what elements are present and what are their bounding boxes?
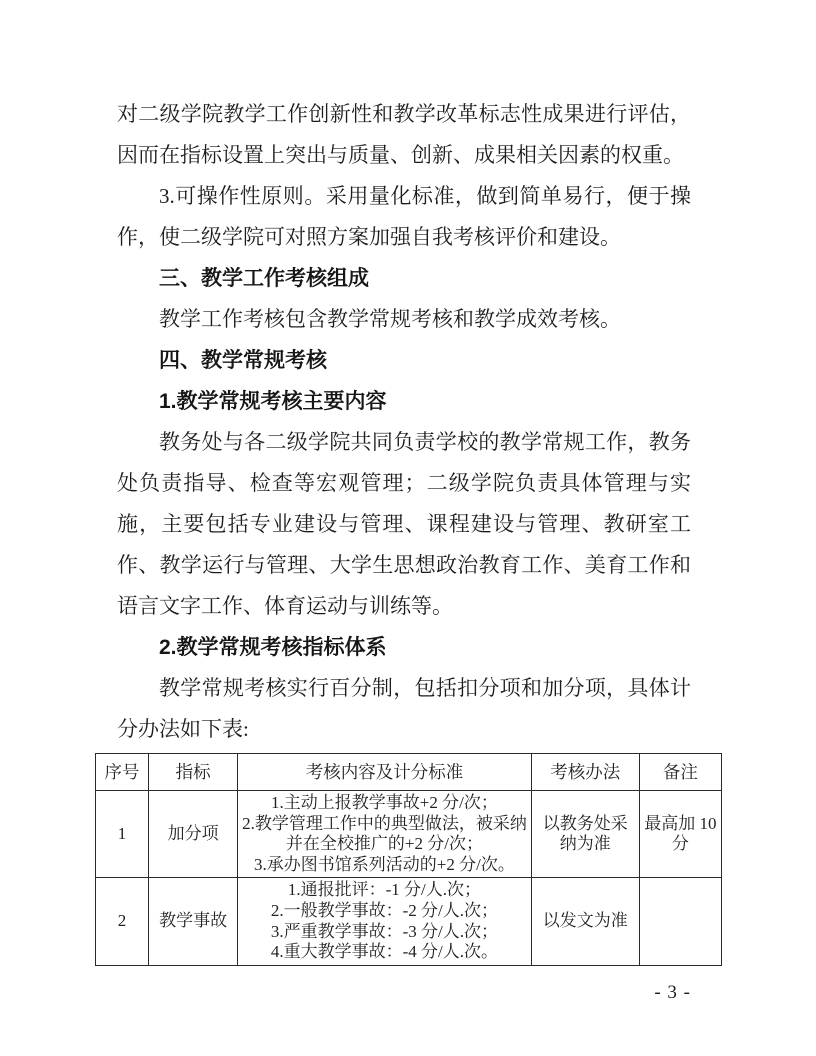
header-cell-method: 考核办法 — [531, 754, 639, 791]
criteria-item: 4.重大教学事故：-4 分/人.次。 — [270, 942, 499, 962]
cell-no: 1 — [96, 791, 149, 878]
page-footer — [95, 982, 721, 1004]
header-cell-no: 序号 — [96, 754, 149, 791]
criteria-item: 2.一般教学事故：-2 分/人.次； — [270, 900, 499, 920]
section-heading-3: 三、教学工作考核组成 — [159, 267, 369, 290]
cell-method: 以发文为准 — [531, 878, 639, 965]
document-body — [117, 94, 691, 750]
cell-indicator: 教学事故 — [149, 878, 238, 965]
cell-criteria — [238, 791, 531, 878]
cell-indicator: 加分项 — [149, 791, 238, 878]
cell-method: 以教务处采纳为准 — [531, 791, 639, 878]
section-heading-4: 四、教学常规考核 — [159, 349, 327, 372]
criteria-item: 1.主动上报教学事故+2 分/次； — [271, 793, 498, 812]
cell-note: 最高加 10 分 — [639, 791, 721, 878]
criteria-item: 1.通报批评：-1 分/人.次； — [287, 880, 482, 900]
criteria-item: 3.严重教学事故：-3 分/人.次； — [270, 921, 499, 941]
paragraph: 教学常规考核实行百分制，包括扣分项和加分项，具体计分办法如下表: — [117, 676, 691, 741]
table-header-row — [96, 754, 722, 791]
table-row — [96, 878, 722, 965]
header-cell-indicator: 指标 — [149, 754, 238, 791]
cell-note — [639, 878, 721, 965]
paragraph: 教务处与各二级学院共同负责学校的教学常规工作，教务处负责指导、检查等宏观管理；二级学院负责具体管理与实施，主要包括专业建设与管理、课程建设与管理、教研室工作、教学运行与管理、大学生思想政治教育工作、美育工作和语言文字工作、体育运动与训练等。 — [117, 430, 691, 618]
page-number: - 3 - — [654, 981, 691, 1003]
sub-heading-2: 2.教学常规考核指标体系 — [159, 636, 387, 659]
paragraph: 3.可操作性原则。采用量化标准，做到简单易行，便于操作，使二级学院可对照方案加强自我考核评价和建设。 — [117, 184, 691, 249]
header-cell-criteria: 考核内容及计分标准 — [238, 754, 531, 791]
criteria-item: 2.教学管理工作中的典型做法，被采纳并在全校推广的+2 分/次； — [242, 813, 527, 854]
paragraph: 教学工作考核包含教学常规考核和教学成效考核。 — [159, 307, 621, 331]
assessment-table — [95, 753, 722, 966]
table-row — [96, 791, 722, 878]
cell-no: 2 — [96, 878, 149, 965]
paragraph: 对二级学院教学工作创新性和教学改革标志性成果进行评估，因而在指标设置上突出与质量、创新、成果相关因素的权重。 — [117, 102, 691, 167]
criteria-item: 3.承办图书馆系列活动的+2 分/次。 — [254, 854, 515, 874]
sub-heading-1: 1.教学常规考核主要内容 — [159, 390, 387, 413]
cell-criteria — [238, 878, 531, 965]
header-cell-note: 备注 — [639, 754, 721, 791]
